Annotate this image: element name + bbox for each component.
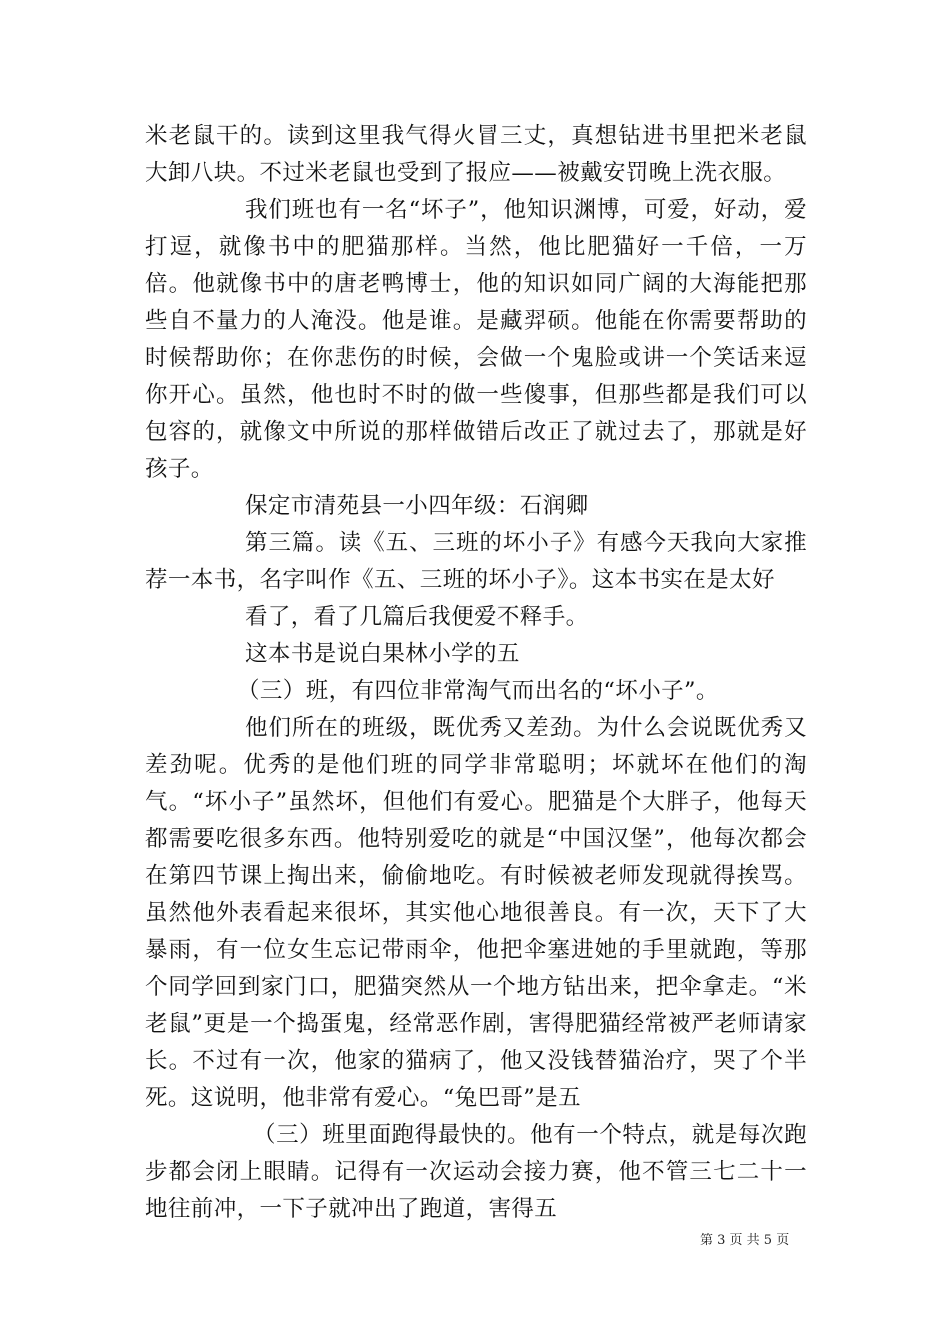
paragraph-8: （三）班里面跑得最快的。他有一个特点，就是每次跑步都会闭上眼睛。记得有一次运动会接力赛，他不管三七二十一地往前冲，一下子就冲出了跑道，害得五 [145, 1122, 807, 1222]
author-line: 保定市清苑县一小四年级：石润卿 [245, 493, 589, 519]
paragraph-2: 我们班也有一名“坏子”，他知识渊博，可爱，好动，爱打逗，就像书中的肥猫那样。当然，他比肥猫好一千倍，一万倍。他就像书中的唐老鸭博士，他的知识如同广阔的大海能把那些自不量力的人淹没。他是谁。是藏羿硕。他能在你需要帮助的时候帮助你；在你悲伤的时候，会做一个鬼脸或讲一个笑话来逗你开心。虽然，他也时不时的做一些傻事，但那些都是我们可以包容的，就像文中所说的那样做错后改正了就过去了，那就是好孩子。 [145, 197, 807, 482]
paragraph-6: （三）班，有四位非常淘气而出名的“坏小子”。 [237, 678, 719, 704]
paragraph-4: 看了，看了几篇后我便爱不释手。 [245, 604, 589, 630]
paragraph-1: 米老鼠干的。读到这里我气得火冒三丈，真想钻进书里把米老鼠大卸八块。不过米老鼠也受到了报应——被戴安罚晚上洗衣服。 [145, 123, 807, 186]
paragraph-3: 第三篇。读《五、三班的坏小子》有感今天我向大家推荐一本书，名字叫作《五、三班的坏小子》。这本书实在是太好 [145, 530, 807, 593]
paragraph-5: 这本书是说白果林小学的五 [245, 641, 520, 667]
document-body [145, 118, 807, 1228]
page-number-footer: 第 3 页 共 5 页 [700, 1233, 790, 1248]
paragraph-7: 他们所在的班级，既优秀又差劲。为什么会说既优秀又差劲呢。优秀的是他们班的同学非常聪明；坏就坏在他们的淘气。“坏小子”虽然坏，但他们有爱心。肥猫是个大胖子，他每天都需要吃很多东西。他特别爱吃的就是“中国汉堡”，他每次都会在第四节课上掏出来，偷偷地吃。有时候被老师发现就得挨骂。虽然他外表看起来很坏，其实他心地很善良。有一次，天下了大暴雨，有一位女生忘记带雨伞，他把伞塞进她的手里就跑，等那个同学回到家门口，肥猫突然从一个地方钻出来，把伞拿走。“米老鼠”更是一个捣蛋鬼，经常恶作剧，害得肥猫经常被严老师请家长。不过有一次，他家的猫病了，他又没钱替猫治疗，哭了个半死。这说明，他非常有爱心。“兔巴哥”是五 [145, 715, 807, 1111]
